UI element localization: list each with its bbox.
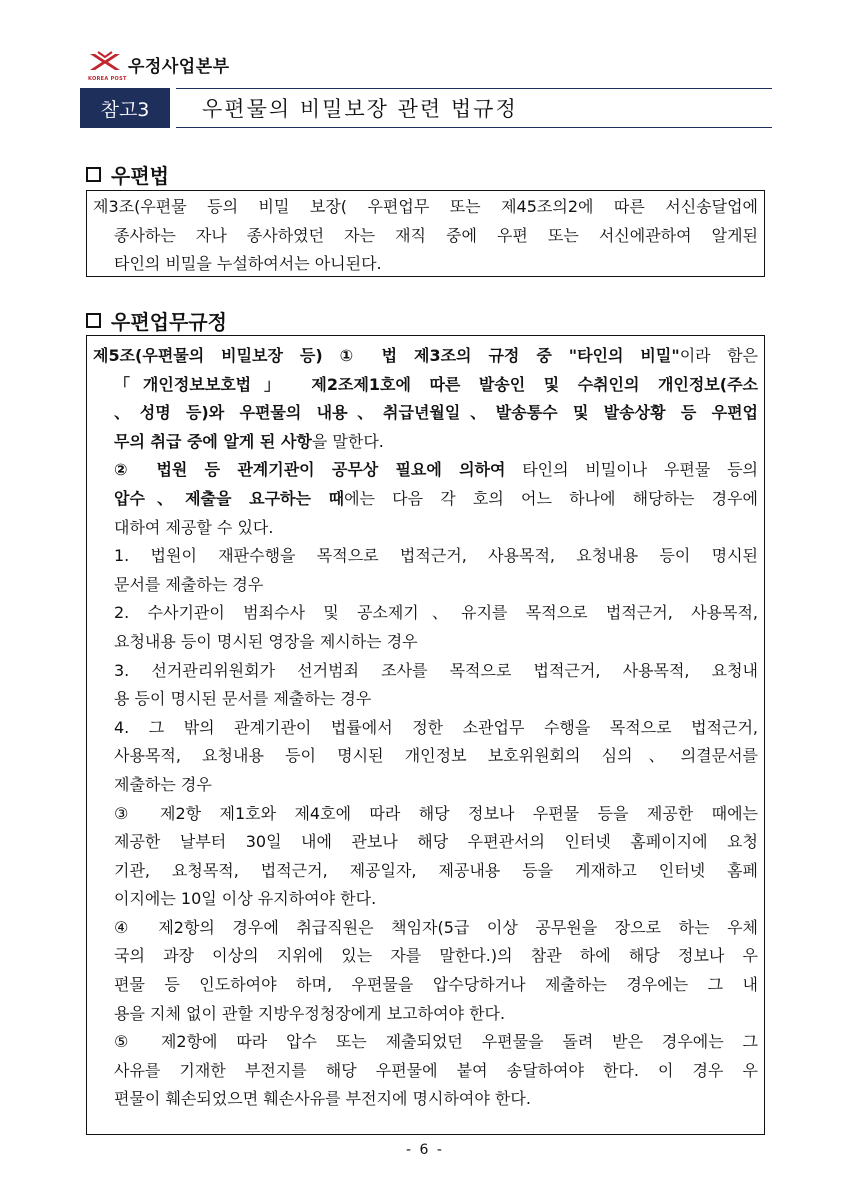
item-2-line-1: 2. 수사기관이 범죄수사 및 공소제기、유지를 목적으로 법적근거, 사용목적, (114, 603, 758, 623)
item-4-line-3: 제출하는 경우 (114, 774, 212, 794)
article-line-1-rest: 이라 함은 (679, 346, 758, 365)
checkbox-icon (86, 313, 101, 328)
header-bottom-rule (176, 127, 772, 128)
paragraph-3-line-2: 제공한 날부터 30일 내에 관보나 해당 우편관서의 인터넷 홈페이지에 요청 (114, 832, 758, 852)
header-top-rule (176, 88, 772, 89)
item-4-line-1: 4. 그 밖의 관계기관이 법률에서 정한 소관업무 수행을 목적으로 법적근거, (114, 717, 758, 737)
logo-subtext: KOREA POST (88, 76, 127, 82)
postal-regulations-box (86, 335, 765, 1135)
paragraph-2-line-2-bold: 압수、제출을 요구하는 때 (114, 488, 345, 508)
paragraph-5-line-3: 편물이 훼손되었으면 훼손사유를 부전지에 명시하여야 한다. (114, 1089, 531, 1109)
article-line-1 (93, 342, 758, 371)
section-heading-postal-regulations (86, 306, 227, 335)
article-line-2: 「개인정보보호법」 제2조제1호에 따른 발송인 및 수취인의 개인정보(주소 (114, 374, 758, 394)
article-line-4 (93, 428, 758, 457)
item-3-line-1: 3. 선거관리위원회가 선거범죄 조사를 목적으로 법적근거, 사용목적, 요청내 (114, 660, 758, 680)
checkbox-icon (86, 167, 101, 182)
article-line-4-rest: 을 말한다. (311, 431, 384, 451)
paragraph-5-line-1: ⑤ 제2항에 따라 압수 또는 제출되었던 우편물을 돌려 받은 경우에는 그 (114, 1032, 758, 1052)
section-heading-text: 우편업무규정 (111, 310, 227, 334)
page-number: - 6 - (406, 1142, 444, 1158)
paragraph-4-line-4: 용을 지체 없이 관할 지방우정청장에게 보고하여야 한다. (114, 1003, 506, 1023)
item-4-line-2: 사용목적, 요청내용 등이 명시된 개인정보 보호위원회의 심의、의결문서를 (114, 746, 758, 766)
paragraph-2-line-2 (93, 485, 758, 514)
postal-act-box (86, 190, 765, 277)
paragraph-4-line-2: 국의 과장 이상의 지위에 있는 자를 말한다.)의 참관 하에 해당 정보나 우 (114, 946, 758, 966)
postal-act-line-2: 종사하는 자나 종사하였던 자는 재직 중에 우편 또는 서신에관하여 알게된 (114, 225, 758, 245)
korea-post-logo (88, 50, 230, 82)
postal-act-line-1: 제3조(우편물 등의 비밀 보장( 우편업무 또는 제45조의2에 따른 서신송달업에 (93, 197, 758, 216)
paragraph-2-rest: 타인의 비밀이나 우편물 등의 (505, 460, 758, 480)
item-1-line-2: 문서를 제출하는 경우 (114, 574, 264, 594)
reference-header (80, 88, 772, 128)
reference-badge: 참고3 (80, 88, 170, 128)
article-title-bold: 제5조(우편물의 비밀보장 등) ① 법 제3조의 규정 중 "타인의 비밀" (93, 346, 680, 365)
section-heading-postal-act (86, 160, 169, 189)
paragraph-4-line-3: 편물 등 인도하여야 하며, 우편물을 압수당하거나 제출하는 경우에는 그 내 (114, 975, 758, 995)
paragraph-3-line-3: 기관, 요청목적, 법적근거, 제공일자, 제공내용 등을 게재하고 인터넷 홈페 (114, 860, 758, 880)
page-title: 우편물의 비밀보장 관련 법규정 (202, 97, 518, 121)
article-line-3: 、성명 등)와 우편물의 내용、취급년월일、발송통수 및 발송상황 등 우편업 (114, 403, 758, 423)
section-heading-text: 우편법 (111, 164, 169, 188)
article-line-4-bold: 무의 취급 중에 알게 된 사항 (114, 431, 312, 451)
paragraph-4-line-1: ④ 제2항의 경우에 취급직원은 책임자(5급 이상 공무원을 장으로 하는 우체 (114, 917, 758, 937)
paragraph-2-bold: ② 법원 등 관계기관이 공무상 필요에 의하여 (114, 460, 506, 480)
paragraph-2-line-2-rest: 에는 다음 각 호의 어느 하나에 해당하는 경우에 (344, 488, 758, 508)
logo-text: 우정사업본부 (128, 56, 230, 77)
paragraph-3-line-4: 이지에는 10일 이상 유지하여야 한다. (114, 889, 377, 909)
item-2-line-2: 요청내용 등이 명시된 영장을 제시하는 경우 (114, 631, 418, 651)
item-1-line-1: 1. 법원이 재판수행을 목적으로 법적근거, 사용목적, 요청내용 등이 명시된 (114, 546, 758, 566)
paragraph-5-line-2: 사유를 기재한 부전지를 해당 우편물에 붙여 송달하여야 한다. 이 경우 우 (114, 1060, 758, 1080)
item-3-line-2: 용 등이 명시된 문서를 제출하는 경우 (114, 689, 372, 709)
postal-act-line-3: 타인의 비밀을 누설하여서는 아니된다. (114, 254, 382, 273)
korea-post-emblem-icon (88, 50, 127, 82)
paragraph-3-line-1: ③ 제2항 제1호와 제4호에 따라 해당 정보나 우편물 등을 제공한 때에는 (114, 803, 758, 823)
paragraph-2-line-3: 대하여 제공할 수 있다. (114, 517, 274, 537)
paragraph-2-line-1 (93, 456, 758, 485)
